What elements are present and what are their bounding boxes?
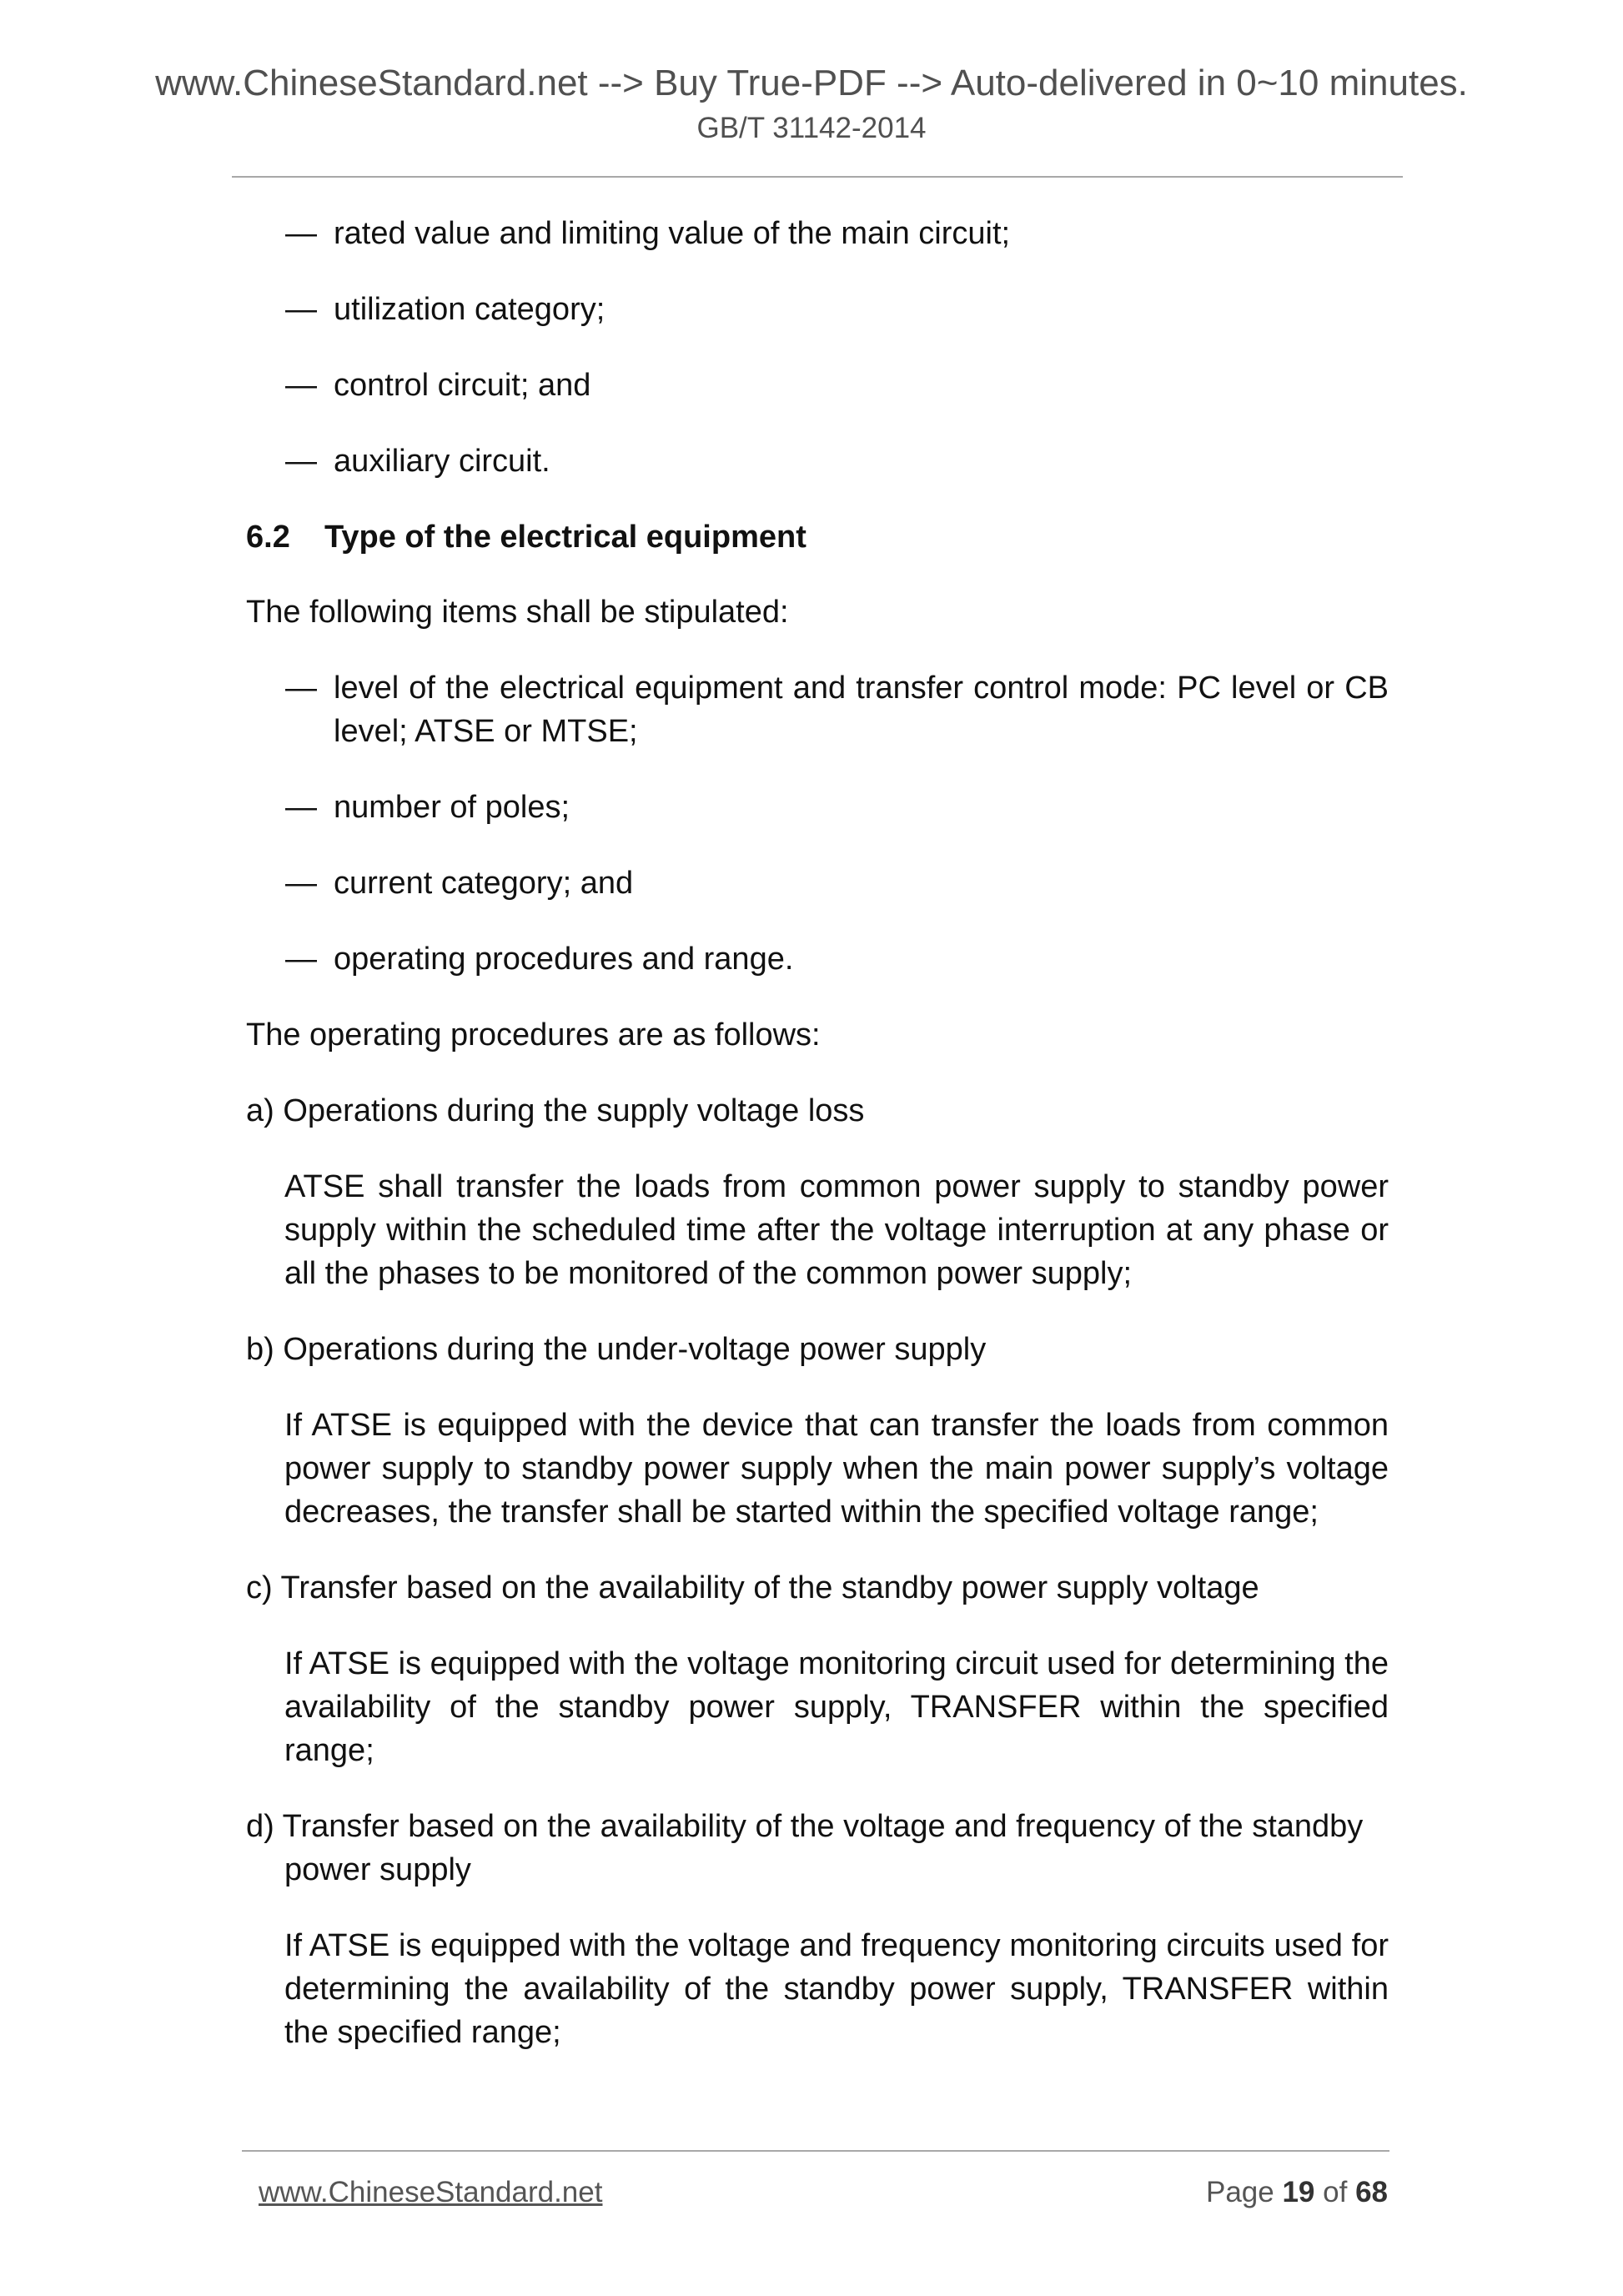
procedure-heading: c) Transfer based on the availability of the standby power supply voltage: [246, 1570, 1259, 1605]
list-item: [246, 666, 1389, 753]
list-item-text: operating procedures and range.: [334, 942, 794, 977]
list-item-text: utilization category;: [334, 292, 605, 327]
dash-bullet-icon: —: [285, 444, 317, 479]
page-content: [246, 212, 1389, 2087]
section-title: Type of the electrical equipment: [324, 520, 806, 555]
page-label: Page: [1205, 2176, 1274, 2208]
list-item: [246, 862, 1389, 905]
of-label: of: [1323, 2176, 1348, 2208]
list-item: [246, 288, 1389, 331]
list-item: [246, 786, 1389, 829]
dash-bullet-icon: —: [285, 368, 317, 403]
header-promo-text: www.ChineseStandard.net --> Buy True-PDF --> Auto-delivered in 0~10 minutes.: [155, 63, 1468, 103]
header-divider: [232, 176, 1403, 178]
dash-bullet-icon: —: [285, 942, 317, 977]
section-number: 6.2: [246, 520, 290, 555]
page-header: [0, 62, 1623, 147]
list-item-text: auxiliary circuit.: [334, 444, 550, 479]
dash-bullet-icon: —: [285, 866, 317, 901]
dash-bullet-icon: —: [285, 671, 317, 706]
total-pages: 68: [1355, 2176, 1388, 2208]
document-code: GB/T 31142-2014: [696, 112, 927, 144]
dash-bullet-icon: —: [285, 790, 317, 825]
dash-bullet-icon: —: [285, 216, 317, 251]
procedures-intro: The operating procedures are as follows:: [246, 1017, 821, 1053]
footer-website-link[interactable]: www.ChineseStandard.net: [259, 2176, 603, 2208]
list-item-text: rated value and limiting value of the main circuit;: [334, 216, 1011, 251]
procedure-body: If ATSE is equipped with the voltage monitoring circuit used for determining the availability of the standby power supply, TRANSFER within the specified range;: [284, 1646, 1389, 1768]
procedure-body: If ATSE is equipped with the device that can transfer the loads from common power supply to standby power supply when the main power supply’s voltage decreases, the transfer shall be started within the specified voltage range;: [284, 1408, 1389, 1530]
footer-divider: [242, 2150, 1389, 2152]
list-item: [246, 212, 1389, 255]
intro-paragraph: The following items shall be stipulated:: [246, 595, 789, 630]
list-item-text: level of the electrical equipment and transfer control mode: PC level or CB level; ATSE or MTSE;: [334, 671, 1389, 749]
list-item-text: current category; and: [334, 866, 634, 901]
list-item-text: control circuit; and: [334, 368, 591, 403]
procedure-heading: a) Operations during the supply voltage loss: [246, 1093, 865, 1128]
procedure-body: ATSE shall transfer the loads from common power supply to standby power supply within the scheduled time after the voltage interruption at any phase or all the phases to be monitored of the common power supply;: [284, 1169, 1389, 1291]
list-item: [246, 937, 1389, 981]
list-item: [246, 440, 1389, 483]
page-indicator: [1206, 2174, 1388, 2211]
section-heading: [246, 515, 1389, 559]
procedure-heading: b) Operations during the under-voltage power supply: [246, 1332, 987, 1367]
procedure-heading: d) Transfer based on the availability of the voltage and frequency of the standby power supply: [246, 1809, 1364, 1887]
list-item-text: number of poles;: [334, 790, 570, 825]
list-item: [246, 364, 1389, 407]
page-number: 19: [1282, 2176, 1315, 2208]
dash-bullet-icon: —: [285, 292, 317, 327]
procedure-body: If ATSE is equipped with the voltage and frequency monitoring circuits used for determining the availability of the standby power supply, TRANSFER within the specified range;: [284, 1928, 1389, 2050]
